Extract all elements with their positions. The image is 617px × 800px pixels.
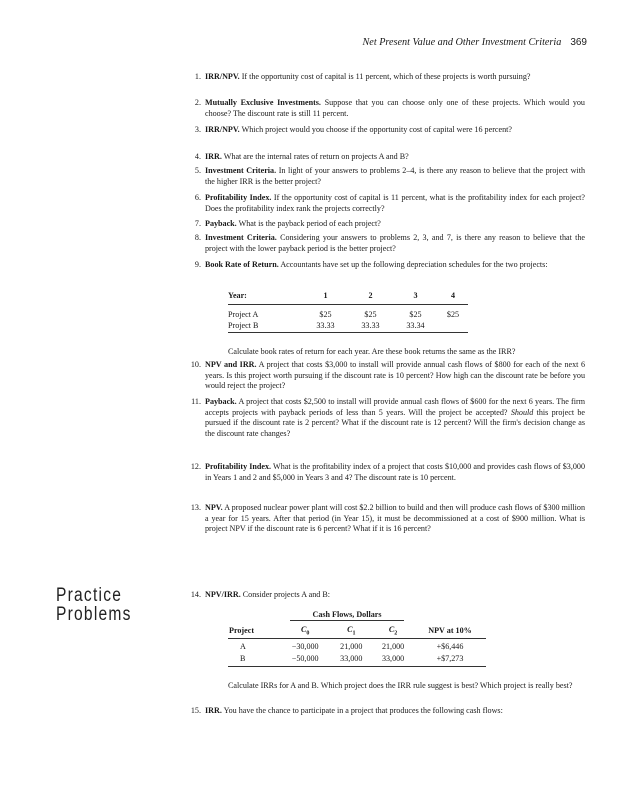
problem-number: 2. (194, 98, 201, 107)
problem-number: 6. (194, 193, 201, 202)
problem-number: 11. (191, 397, 201, 406)
problem-text: Suppose that you can choose only one of these projects. Which would you choose? The discount rate is still 11 percent. (205, 98, 585, 118)
table-header-row (228, 290, 468, 305)
problem-13 (190, 503, 585, 535)
problem-9 (194, 260, 585, 271)
problem-heading: Profitability Index. (205, 462, 272, 471)
table-header-cell: Year: (228, 290, 303, 305)
table-header-cell: 1 (303, 290, 348, 305)
problem-8 (194, 233, 585, 254)
problem-heading: NPV and IRR. (205, 360, 257, 369)
table-cell: $25 (446, 310, 460, 319)
table-header-cell: $C_0$ (280, 623, 330, 639)
problem-number: 12. (190, 462, 201, 471)
table-header-row (228, 623, 486, 639)
table-header-cell: $C_2$ (372, 623, 414, 639)
problem-14-followup: Calculate IRRs for A and B. Which project does the IRR rule suggest is best? Which project is really best? (228, 681, 573, 690)
problem-heading: Payback. (205, 397, 237, 406)
table-header-cell: 4 (438, 290, 468, 305)
table-cell: 33.34 (393, 321, 438, 333)
problem-number: 5. (194, 166, 201, 175)
problem-text: A project that costs $2,500 to install will provide annual cash flows of $600 for the next 6 years. The firm accepts projects with payback periods of less than 5 years. Will the project be accepted? (205, 397, 585, 417)
problem-heading: IRR/NPV. (205, 125, 240, 134)
table-cell: 33.33 (348, 321, 393, 333)
problem-number: 10. (190, 360, 201, 369)
problem-heading: Investment Criteria. (205, 166, 277, 175)
problem-15 (190, 706, 585, 717)
table-row (228, 310, 468, 321)
problem-12 (190, 462, 585, 483)
problem-text: A project that costs $3,000 to install will provide annual cash flows of $800 for each of the next 6 years. Is this project worth pursuing if the discount rate is 10 percent? How high can the discount rate be before you would reject the project? (205, 360, 585, 391)
problem-heading: Payback. (205, 219, 237, 228)
table-cell: $25 (319, 310, 332, 319)
page-number: 369 (570, 37, 587, 48)
problem-number: 14. (190, 590, 201, 599)
problem-9-followup: Calculate book rates of return for each year. Are these book returns the same as the IRR? (228, 347, 516, 356)
table-cell: 33.33 (303, 321, 348, 333)
problem-11 (191, 397, 586, 439)
running-header (200, 36, 587, 50)
chapter-title: Net Present Value and Other Investment Criteria (362, 37, 562, 48)
row-label: Project B (228, 321, 303, 333)
problem-text: Which project would you choose if the opportunity cost of capital were 16 percent? (239, 125, 512, 134)
problem-1 (194, 72, 585, 83)
problem-text: If the opportunity cost of capital is 11 percent, what is the profitability index for each project? Does the profitability index rank the projects correctly? (205, 193, 585, 213)
problem-text: Considering your answers to problems 2, 3, and 7, is there any reason to believe that the project with the lower payback period is the better project? (205, 233, 585, 253)
problem-14 (190, 590, 585, 601)
problem-number: 7. (194, 219, 201, 228)
table-cell: 21,000 (381, 642, 405, 651)
problem-10 (190, 360, 585, 392)
table-row (228, 639, 486, 653)
heading-line: Practice (56, 585, 123, 606)
table-cell: 33,000 (330, 653, 372, 667)
problem-number: 3. (194, 125, 201, 134)
table-cell: A (240, 642, 246, 651)
problem-number: 4. (194, 152, 201, 161)
problem-text: A proposed nuclear power plant will cost $2.2 billion to build and then will produce cash flows of $300 million a year for 15 years. After that period (in Year 15), it must be decommissioned at a cost of $900 million. What is project NPV if the discount rate is 6 percent? What if it is 16 percent? (205, 503, 585, 534)
problem-text: Consider projects A and B: (240, 590, 330, 599)
problem-heading: NPV/IRR. (205, 590, 241, 599)
table-header-cell: $C_1$ (330, 623, 372, 639)
table-cell: 21,000 (340, 642, 363, 651)
problem-heading: NPV. (205, 503, 223, 512)
problem-number: 1. (194, 72, 201, 81)
problem-number: 8. (194, 233, 201, 242)
problem-text: What is the payback period of each project? (236, 219, 381, 228)
problem-7 (194, 219, 585, 230)
problem-text: Accountants have set up the following depreciation schedules for the two projects: (278, 260, 548, 269)
problem-text: You have the chance to participate in a project that produces the following cash flows: (221, 706, 503, 715)
depreciation-table (228, 290, 468, 333)
problem-heading: IRR. (205, 152, 222, 161)
table-cell: +$6,446 (436, 642, 464, 651)
problem-heading: Mutually Exclusive Investments. (205, 98, 321, 107)
table-row (228, 321, 468, 333)
table-cell: −50,000 (280, 653, 330, 667)
problem-heading: Book Rate of Return. (205, 260, 279, 269)
problem-text: this project be pursued if the discount rate is 2 percent? What if the discount rate is 12 percent? Will the firm's decision change as the discount rate changes? (205, 407, 586, 438)
table-header-cell: Project (228, 623, 280, 639)
problem-text: If the opportunity cost of capital is 11 percent, which of these projects is worth pursuing? (239, 72, 531, 81)
table-row (228, 653, 486, 667)
row-label: Project A (228, 310, 259, 319)
problem-number: 15. (190, 706, 201, 715)
problem-number: 13. (190, 503, 201, 512)
problem-heading: Profitability Index. (205, 193, 272, 202)
cash-flow-table (228, 623, 486, 667)
table-cell: −30,000 (291, 642, 319, 651)
table-cell: +$7,273 (414, 653, 486, 667)
table-cell: $25 (364, 310, 377, 319)
practice-problems-heading (56, 586, 146, 624)
table-cell: 33,000 (372, 653, 414, 667)
table-cell: B (228, 653, 280, 667)
problem-number: 9. (194, 260, 201, 269)
table-header-cell: 2 (348, 290, 393, 305)
table-header-cell: NPV at 10% (414, 623, 486, 639)
problem-2 (194, 98, 585, 119)
table-header-cell: 3 (393, 290, 438, 305)
problem-heading: IRR/NPV. (205, 72, 240, 81)
problem-4 (194, 152, 585, 163)
problem-heading: Investment Criteria. (205, 233, 277, 242)
problem-text: What are the internal rates of return on projects A and B? (221, 152, 409, 161)
heading-line: Problems (56, 604, 132, 625)
problem-6 (194, 193, 585, 214)
emphasis-text: Should (510, 407, 534, 417)
problem-text: In light of your answers to problems 2–4, is there any reason to believe that the project with the higher IRR is the better project? (205, 166, 586, 186)
cash-flows-group-title: Cash Flows, Dollars (290, 610, 404, 621)
problem-heading: IRR. (205, 706, 222, 715)
problem-5 (194, 166, 586, 187)
problem-3 (194, 125, 585, 136)
table-cell: $25 (409, 310, 422, 319)
table-cell (438, 321, 468, 333)
problem-text: What is the profitability index of a project that costs $10,000 and provides cash flows of $3,000 in Years 1 and 2 and $5,000 in Years 3 and 4? The discount rate is 10 percent. (205, 462, 585, 482)
